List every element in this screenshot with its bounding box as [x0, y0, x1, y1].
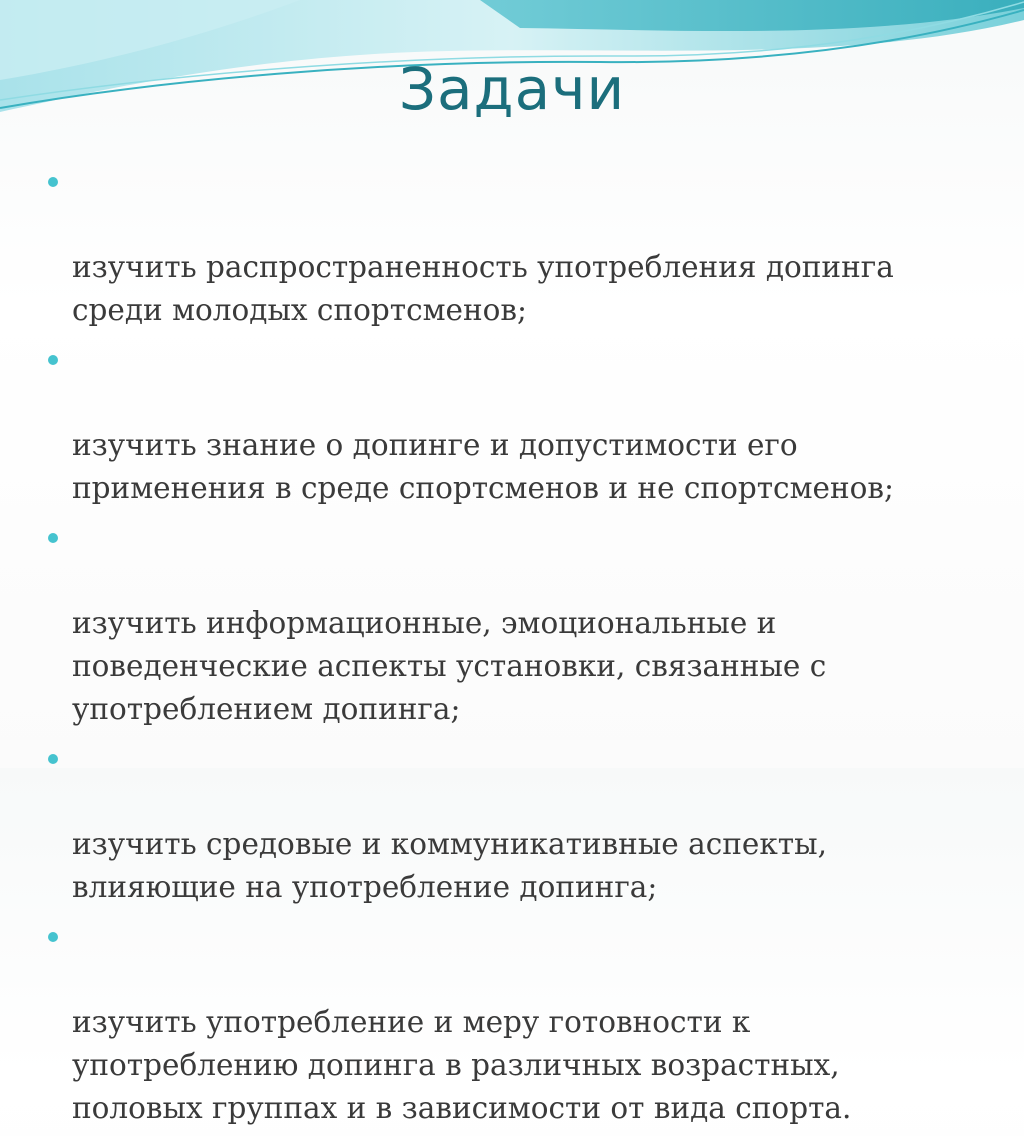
task-text: изучить употребление и меру готовности к употреблению допинга в различных возрастных, половых группах и в зависимости от вида спорта. — [72, 1005, 852, 1125]
task-text: изучить средовые и коммуникативные аспекты, влияющие на употребление допинга; — [72, 827, 827, 904]
list-item — [72, 160, 972, 332]
task-text: изучить информационные, эмоциональные и поведенческие аспекты установки, связанные с употреблением допинга; — [72, 606, 827, 726]
list-item — [72, 737, 972, 909]
list-item — [72, 516, 972, 731]
circle-bullet-icon — [48, 533, 58, 543]
slide-title: Задачи — [398, 55, 626, 123]
circle-bullet-icon — [48, 754, 58, 764]
task-text: изучить распространенность употребления допинга среди молодых спортсменов; — [72, 250, 894, 327]
circle-bullet-icon — [48, 355, 58, 365]
task-list — [72, 160, 972, 1136]
task-text: изучить знание о допинге и допустимости его применения в среде спортсменов и не спортсменов; — [72, 428, 894, 505]
list-item — [72, 338, 972, 510]
list-item — [72, 915, 972, 1130]
circle-bullet-icon — [48, 932, 58, 942]
circle-bullet-icon — [48, 177, 58, 187]
